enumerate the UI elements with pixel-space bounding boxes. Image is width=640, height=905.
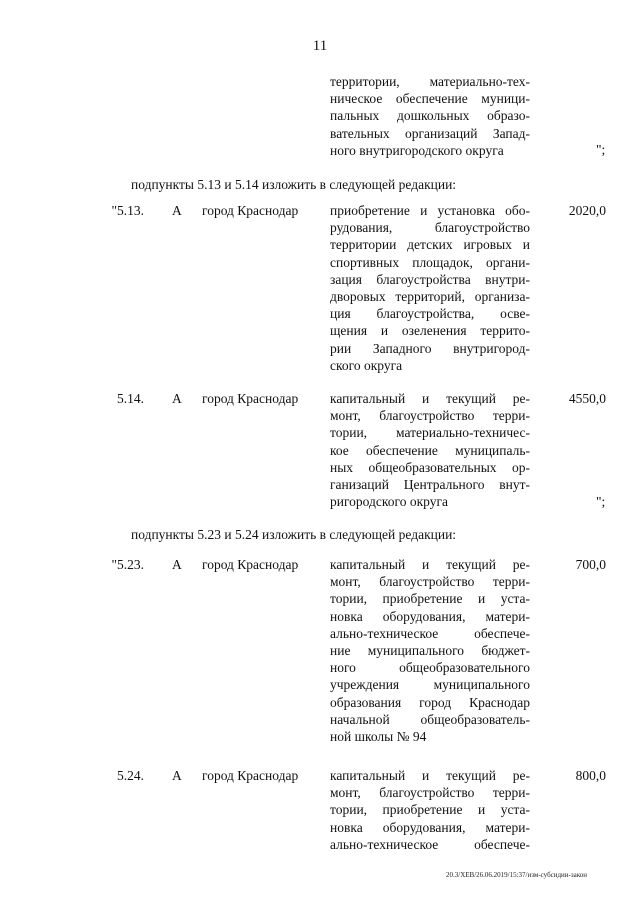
closing-quote: "; xyxy=(596,494,606,509)
description-line: ского округа xyxy=(330,357,403,373)
description-line: дворовых территорий, организа- xyxy=(330,289,530,305)
continuation-description xyxy=(330,73,530,159)
description-line: ного общеобразовательного xyxy=(330,660,530,676)
row-amount: 2020,0 xyxy=(568,203,606,218)
description-line: ной школы № 94 xyxy=(330,729,427,745)
description-line: ническое обеспечение муници- xyxy=(330,91,530,107)
row-description xyxy=(330,767,530,853)
row-category: А xyxy=(172,557,182,572)
description-line: монт, благоустройство терри- xyxy=(330,408,530,424)
row-amount: 700,0 xyxy=(575,557,606,572)
description-line: территории детских игровых и xyxy=(330,237,530,253)
closing-quote: "; xyxy=(596,142,606,157)
section-intro: подпункты 5.23 и 5.24 изложить в следующей редакции: xyxy=(131,527,457,542)
row-number: 5.14. xyxy=(117,391,144,406)
description-line: ально-техническое обеспече- xyxy=(330,836,530,852)
description-line: спортивных площадок, органи- xyxy=(330,254,530,270)
document-footer: 20.3/ХЕВ/26.06.2019/15:37/изм-субсидии-закон xyxy=(446,871,588,879)
row-description xyxy=(330,202,530,374)
description-line: учреждения муниципального xyxy=(330,677,530,693)
row-municipality: город Краснодар xyxy=(202,391,299,406)
description-line: новка оборудования, матери- xyxy=(330,608,530,624)
row-amount: 800,0 xyxy=(575,768,606,783)
description-line: вательных организаций Запад- xyxy=(330,125,530,141)
section-intro: подпункты 5.13 и 5.14 изложить в следующей редакции: xyxy=(131,177,457,192)
description-line: капитальный и текущий ре- xyxy=(330,557,530,572)
description-line: ганизаций Центрального внут- xyxy=(330,477,530,493)
description-line: кое обеспечение муниципаль- xyxy=(330,442,530,458)
description-line: приобретение и установка обо- xyxy=(330,203,530,218)
description-line: тории, приобретение и уста- xyxy=(330,802,530,818)
row-amount: 4550,0 xyxy=(568,391,606,406)
description-line: тории, материально-техничес- xyxy=(330,425,530,441)
description-line: монт, благоустройство терри- xyxy=(330,785,530,801)
row-number: 5.24. xyxy=(117,768,144,783)
description-line: тории, приобретение и уста- xyxy=(330,591,530,607)
page-number: 11 xyxy=(312,38,328,54)
description-line: пальных дошкольных образо- xyxy=(330,108,530,124)
description-line: рии Западного внутригород- xyxy=(330,340,530,356)
row-municipality: город Краснодар xyxy=(202,203,299,218)
row-category: А xyxy=(172,391,182,406)
description-line: зация благоустройства внутри- xyxy=(330,271,530,287)
description-line: капитальный и текущий ре- xyxy=(330,768,530,783)
row-category: А xyxy=(172,203,182,218)
description-line: ных общеобразовательных ор- xyxy=(330,459,530,475)
row-municipality: город Краснодар xyxy=(202,557,299,572)
description-line: образования город Краснодар xyxy=(330,694,530,710)
description-line: монт, благоустройство терри- xyxy=(330,574,530,590)
description-line: ние муниципального бюджет- xyxy=(330,643,530,659)
description-line: ально-техническое обеспече- xyxy=(330,625,530,641)
row-municipality: город Краснодар xyxy=(202,768,299,783)
row-number: "5.23. xyxy=(111,557,144,572)
row-description xyxy=(330,556,530,745)
description-line: щения и озеленения террито- xyxy=(330,323,530,339)
description-line: ригородского округа xyxy=(330,494,449,510)
description-line: ного внутригородского округа xyxy=(330,142,504,158)
description-line: капитальный и текущий ре- xyxy=(330,391,530,406)
description-line: начальной общеобразователь- xyxy=(330,711,530,727)
description-line: новка оборудования, матери- xyxy=(330,819,530,835)
row-description xyxy=(330,390,530,510)
row-number: "5.13. xyxy=(111,203,144,218)
description-line: рудования, благоустройство xyxy=(330,220,530,236)
description-line: ция благоустройства, осве- xyxy=(330,306,530,322)
description-line: территории, материально-тех- xyxy=(330,74,530,89)
row-category: А xyxy=(172,768,182,783)
